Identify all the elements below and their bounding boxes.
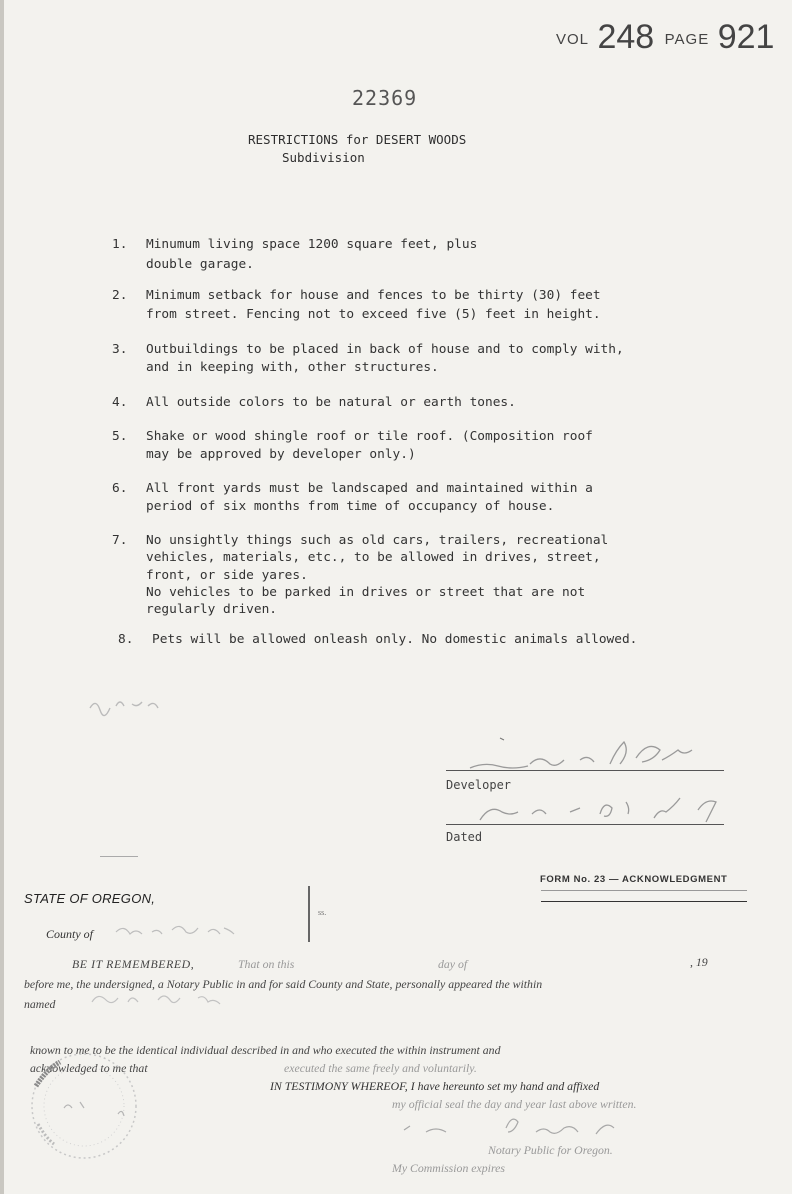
form-rule	[541, 901, 747, 902]
vol-label: VOL	[556, 31, 590, 48]
item-number: 6.	[112, 481, 128, 496]
named-label: named	[24, 997, 56, 1011]
year-prefix: , 19	[690, 955, 708, 969]
item-line: Outbuildings to be placed in back of house and to comply with,	[146, 342, 624, 357]
smudge-mark	[86, 694, 166, 718]
notary-label: Notary Public for Oregon.	[488, 1143, 613, 1157]
page-label: PAGE	[664, 31, 710, 48]
that-on-this-label: That on this	[238, 957, 295, 971]
acknowledgment-line: executed the same freely and voluntarily.	[284, 1061, 477, 1075]
form-rule	[541, 890, 747, 891]
item-line: regularly driven.	[146, 602, 277, 617]
scan-edge	[0, 0, 4, 1194]
vol-number: 248	[597, 18, 655, 56]
item-number: 8.	[118, 632, 134, 647]
item-line: vehicles, materials, etc., to be allowed in drives, street,	[146, 550, 601, 565]
dated-label: Dated	[446, 830, 483, 844]
document-subtitle: Subdivision	[282, 150, 365, 165]
item-line: may be approved by developer only.)	[146, 447, 416, 462]
item-line: Pets will be allowed onleash only. No domestic animals allowed.	[152, 632, 638, 647]
notary-signature	[396, 1112, 656, 1142]
document-title: RESTRICTIONS for DESERT WOODS	[248, 132, 467, 147]
dated-line	[446, 824, 724, 825]
acknowledgment-line: known to me to be the identical individual described in and who executed the within instrument and	[30, 1043, 501, 1057]
document-number: 22369	[352, 86, 418, 110]
developer-signature-line	[446, 770, 724, 771]
item-line: All front yards must be landscaped and maintained within a	[146, 481, 593, 496]
item-number: 2.	[112, 288, 128, 303]
item-number: 3.	[112, 342, 128, 357]
item-line: Minumum living space 1200 square feet, plus	[146, 237, 478, 252]
ss-label: ss.	[318, 908, 327, 917]
stray-mark	[100, 856, 138, 857]
named-handwriting	[88, 988, 248, 1012]
be-it-remembered: BE IT REMEMBERED,	[72, 957, 195, 971]
developer-label: Developer	[446, 778, 512, 792]
item-line: and in keeping with, other structures.	[146, 360, 439, 375]
item-number: 1.	[112, 237, 128, 252]
day-of-label: day of	[438, 957, 468, 971]
item-line: from street. Fencing not to exceed five (5) feet in height.	[146, 307, 601, 322]
item-line: front, or side yares.	[146, 568, 308, 583]
item-number: 7.	[112, 533, 128, 548]
item-line: period of six months from time of occupancy of house.	[146, 499, 555, 514]
item-line: All outside colors to be natural or earth tones.	[146, 395, 516, 410]
item-line: No vehicles to be parked in drives or street that are not	[146, 585, 586, 600]
testimony-line: IN TESTIMONY WHEREOF, I have hereunto set my hand and affixed	[270, 1079, 600, 1093]
state-heading: STATE OF OREGON,	[24, 891, 156, 906]
developer-signature	[440, 734, 730, 778]
notary-seal	[22, 1042, 162, 1172]
venue-brace	[308, 886, 310, 942]
item-line: Shake or wood shingle roof or tile roof. (Composition roof	[146, 429, 593, 444]
item-line: No unsightly things such as old cars, trailers, recreational	[146, 533, 609, 548]
county-label: County of	[46, 927, 93, 941]
form-number: FORM No. 23 — ACKNOWLEDGMENT	[540, 874, 728, 885]
acknowledgment-line: acknowledged to me that	[30, 1061, 148, 1075]
seal-line: my official seal the day and year last above written.	[392, 1097, 637, 1111]
volume-page-stamp	[556, 18, 780, 57]
item-line: double garage.	[146, 257, 254, 272]
page-number: 921	[717, 18, 775, 56]
county-handwriting	[112, 920, 242, 942]
item-number: 5.	[112, 429, 128, 444]
acknowledgment-line: before me, the undersigned, a Notary Public in and for said County and State, personally appeared the within	[24, 977, 543, 991]
commission-label: My Commission expires	[392, 1161, 505, 1175]
item-number: 4.	[112, 395, 128, 410]
item-line: Minimum setback for house and fences to be thirty (30) feet	[146, 288, 601, 303]
